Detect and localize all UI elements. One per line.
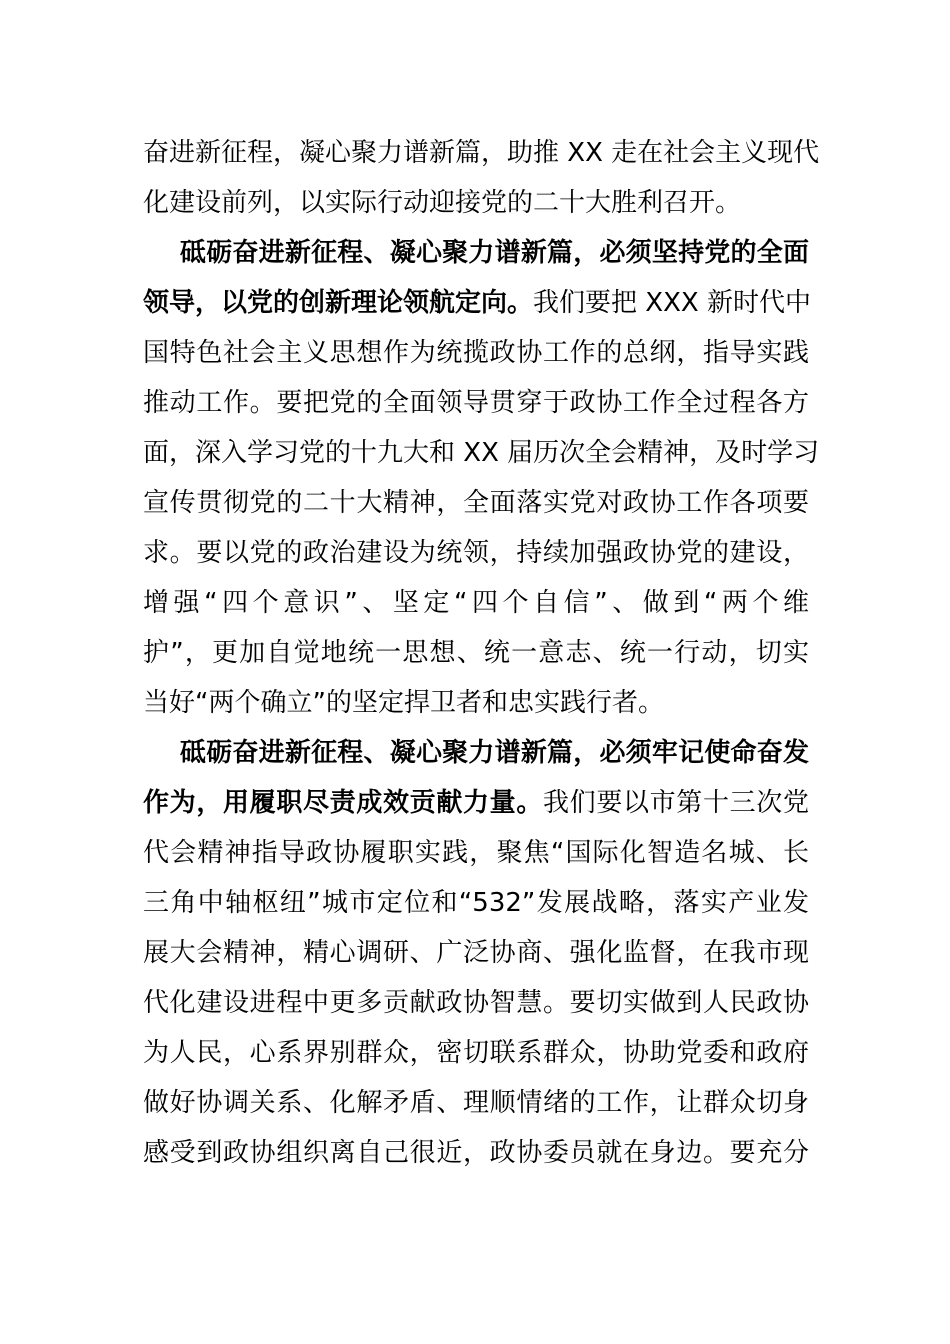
body-line [143, 628, 809, 678]
bold-lead-text: 砥砺奋进新征程、凝心聚力谱新篇，必须牢记使命奋发 [180, 738, 809, 768]
line-text: 展大会精神，精心调研、广泛协商、强化监督，在我市现 [143, 938, 809, 968]
body-line [143, 228, 809, 278]
body-line [143, 1028, 809, 1078]
body-line [143, 578, 809, 628]
line-text: 我们要把 XXX 新时代中 [533, 288, 811, 318]
line-text: 为人民，心系界别群众，密切联系群众，协助党委和政府 [143, 1038, 809, 1068]
line-text: 国特色社会主义思想作为统揽政协工作的总纲，指导实践 [143, 338, 809, 368]
body-line [143, 378, 809, 428]
body-line [143, 678, 809, 728]
line-text: 求。要以党的政治建设为统领，持续加强政协党的建设， [143, 538, 809, 568]
line-text: 感受到政协组织离自己很近，政协委员就在身边。要充分 [143, 1138, 809, 1168]
body-line [143, 428, 820, 478]
bold-lead-text: 领导，以党的创新理论领航定向。 [143, 288, 534, 318]
line-text: 当好“两个确立”的坚定捍卫者和忠实践行者。 [143, 688, 664, 718]
line-text: 我们要以市第十三次党 [542, 788, 809, 818]
line-text: 化建设前列，以实际行动迎接党的二十大胜利召开。 [143, 188, 742, 218]
body-line [143, 178, 809, 228]
body-line [143, 528, 809, 578]
line-text: 宣传贯彻党的二十大精神，全面落实党对政协工作各项要 [143, 488, 809, 518]
body-line [143, 128, 820, 178]
body-line [143, 478, 809, 528]
line-text: 奋进新征程，凝心聚力谱新篇，助推 XX 走在社会主义现代 [143, 138, 820, 168]
line-text: 护”，更加自觉地统一思想、统一意志、统一行动，切实 [143, 638, 809, 668]
line-text: 增强“四个意识”、坚定“四个自信”、做到“两个维 [143, 588, 809, 618]
bold-lead-text: 作为，用履职尽责成效贡献力量。 [143, 788, 543, 818]
body-line [143, 728, 809, 778]
document-body [143, 128, 820, 1178]
bold-lead-text: 砥砺奋进新征程、凝心聚力谱新篇，必须坚持党的全面 [180, 238, 809, 268]
line-text: 三角中轴枢纽”城市定位和“532”发展战略，落实产业发 [143, 888, 809, 918]
line-text: 代化建设进程中更多贡献政协智慧。要切实做到人民政协 [143, 988, 809, 1018]
body-line [143, 328, 809, 378]
line-text: 面，深入学习党的十九大和 XX 届历次全会精神，及时学习 [143, 438, 820, 468]
body-line [143, 928, 809, 978]
body-line [143, 1078, 809, 1128]
body-line [143, 978, 809, 1028]
body-line [143, 878, 809, 928]
body-line [143, 1128, 809, 1178]
body-line [143, 828, 809, 878]
line-text: 推动工作。要把党的全面领导贯穿于政协工作全过程各方 [143, 388, 809, 418]
line-text: 做好协调关系、化解矛盾、理顺情绪的工作，让群众切身 [143, 1088, 809, 1118]
body-line [143, 778, 809, 828]
line-text: 代会精神指导政协履职实践，聚焦“国际化智造名城、长 [143, 838, 809, 868]
body-line [143, 278, 809, 328]
